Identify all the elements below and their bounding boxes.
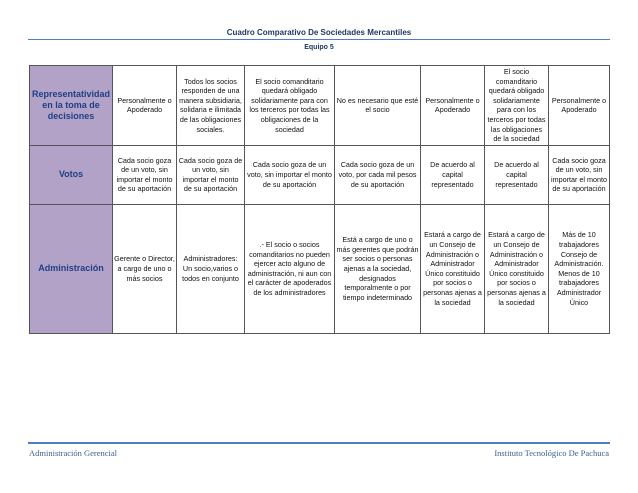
table-cell: Estará a cargo de un Consejo de Administración o Administrador Único constituido por socios o personas ajenas a la sociedad xyxy=(485,204,549,333)
footer-divider xyxy=(28,442,610,444)
table-row xyxy=(30,66,610,146)
table-cell: Administradores: Un socio,varios o todos en conjunto xyxy=(177,204,245,333)
table-cell: Cada socio goza de un voto, sin importar el monto de su aportación xyxy=(177,145,245,204)
table-cell: Más de 10 trabajadores Consejo de Administración. Menos de 10 trabajadores Administrador Único xyxy=(549,204,610,333)
table-cell: Cada socio goza de un voto, por cada mil pesos de su aportación xyxy=(335,145,421,204)
document-title: Cuadro Comparativo De Sociedades Mercantiles xyxy=(226,28,412,37)
table-cell: El socio comanditario quedará obligado solidariamente para con los terceros por todas las obligaciones de la sociedad xyxy=(485,66,549,146)
table-cell: Cada socio goza de un voto, sin importar el monto de su aportación xyxy=(245,145,335,204)
table-cell: Personalmente o Apoderado xyxy=(421,66,485,146)
table-cell: Personalmente o Apoderado xyxy=(113,66,177,146)
table-cell: Cada socio goza de un voto, sin importar el monto de su aportación xyxy=(549,145,610,204)
table-cell: .- El socio o socios comanditarios no pueden ejercer acto alguno de administración, ni aun con el carácter de apoderados de los administradores xyxy=(245,204,335,333)
table-cell: Cada socio goza de un voto, sin importar el monto de su aportación xyxy=(113,145,177,204)
table-cell: Todos los socios responden de una manera subsidiaria, solidaria e ilimitada de las obligaciones sociales. xyxy=(177,66,245,146)
document-subtitle: Equipo 5 xyxy=(304,44,334,51)
table-row xyxy=(30,145,610,204)
table-cell: De acuerdo al capital representado xyxy=(485,145,549,204)
table-cell: Personalmente o Apoderado xyxy=(549,66,610,146)
title-divider xyxy=(28,39,610,40)
table-cell: Gerente o Director, a cargo de uno o más socios xyxy=(113,204,177,333)
table-cell: No es necesario que esté el socio xyxy=(335,66,421,146)
table-cell: Estará a cargo de un Consejo de Administración o Administrador Único constituido por socios o personas ajenas a la sociedad xyxy=(421,204,485,333)
row-header-representatividad: Representatividad en la toma de decisiones xyxy=(30,66,113,146)
table-cell: De acuerdo al capital representado xyxy=(421,145,485,204)
table-cell: Está a cargo de uno o más gerentes que podrán ser socios o personas ajenas a la sociedad, designados temporalmente o por tiempo indeterminado xyxy=(335,204,421,333)
footer-institution: Instituto Tecnológico De Pachuca xyxy=(494,448,609,458)
footer-course: Administración Gerencial xyxy=(29,448,118,458)
table-row xyxy=(30,204,610,333)
row-header-votos: Votos xyxy=(30,145,113,204)
comparison-table xyxy=(29,65,610,334)
row-header-administracion: Administración xyxy=(30,204,113,333)
table-cell: El socio comanditario quedará obligado solidariamente para con los terceros por todas las obligaciones de la sociedad xyxy=(245,66,335,146)
